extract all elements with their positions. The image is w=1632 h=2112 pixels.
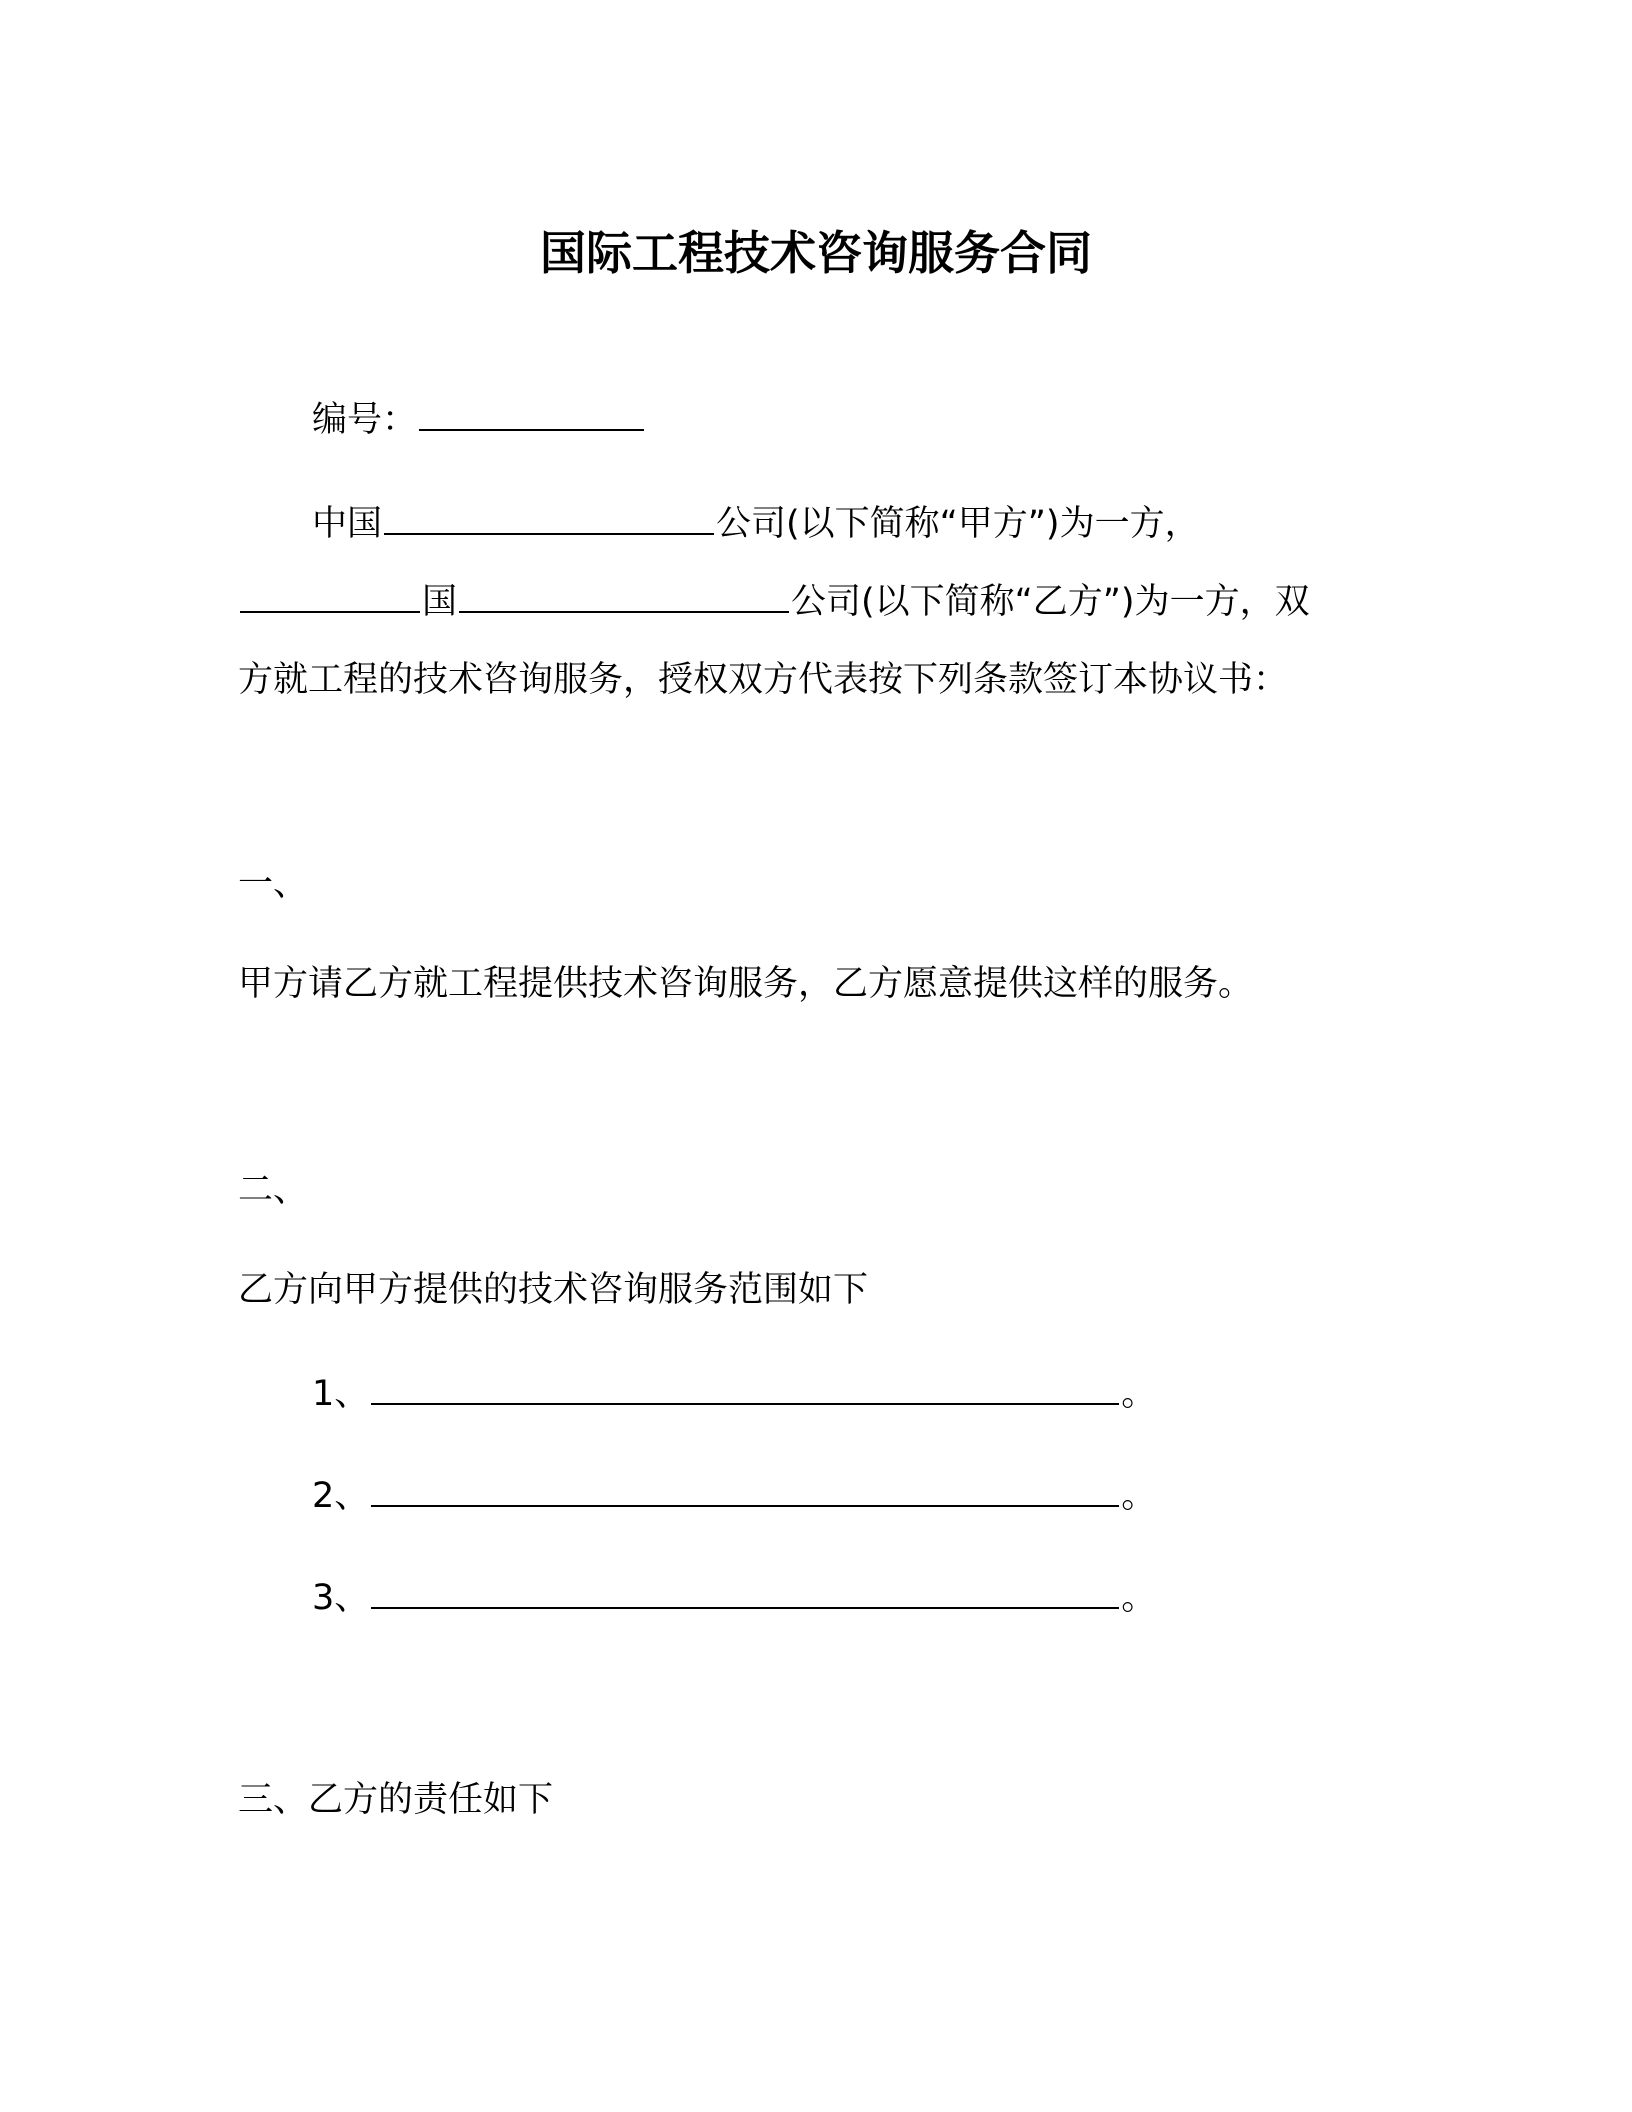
section-1-body: 甲方请乙方就工程提供技术咨询服务，乙方愿意提供这样的服务。 — [238, 964, 1254, 1004]
contract-number-blank — [419, 399, 644, 431]
scope-item-blank — [371, 1577, 1119, 1609]
scope-item-number: 3、 — [312, 1578, 370, 1618]
scope-item-number: 1、 — [312, 1374, 370, 1414]
document-title: 国际工程技术咨询服务合同 — [540, 226, 1092, 280]
scope-item-1 — [312, 1372, 1156, 1416]
intro-line-3: 方就工程的技术咨询服务，授权双方代表按下列条款签订本协议书： — [238, 660, 1289, 700]
scope-item-blank — [371, 1373, 1119, 1405]
scope-item-end: 。 — [1121, 1374, 1157, 1414]
party-a-name-blank — [384, 503, 714, 535]
scope-item-3 — [312, 1576, 1156, 1620]
section-3-heading: 三、乙方的责任如下 — [238, 1780, 554, 1820]
intro-line-1 — [312, 502, 1200, 546]
intro-line2-mid: 国 — [422, 582, 458, 622]
party-b-name-blank — [459, 581, 789, 613]
intro-line1-prefix: 中国 — [312, 504, 383, 544]
intro-line-2 — [238, 580, 1310, 624]
scope-item-end: 。 — [1121, 1578, 1157, 1618]
intro-line2-suffix: 公司(以下简称“乙方”)为一方，双 — [791, 582, 1310, 622]
scope-item-blank — [371, 1475, 1119, 1507]
party-b-country-blank — [240, 581, 420, 613]
contract-number-label: 编号： — [312, 400, 418, 440]
intro-line1-suffix: 公司(以下简称“甲方”)为一方， — [716, 504, 1200, 544]
contract-number-line — [312, 398, 646, 442]
section-2-body: 乙方向甲方提供的技术咨询服务范围如下 — [238, 1270, 869, 1310]
scope-item-2 — [312, 1474, 1156, 1518]
scope-item-end: 。 — [1121, 1476, 1157, 1516]
scope-item-number: 2、 — [312, 1476, 370, 1516]
section-2-heading: 二、 — [238, 1170, 309, 1210]
section-1-heading: 一、 — [238, 864, 309, 904]
